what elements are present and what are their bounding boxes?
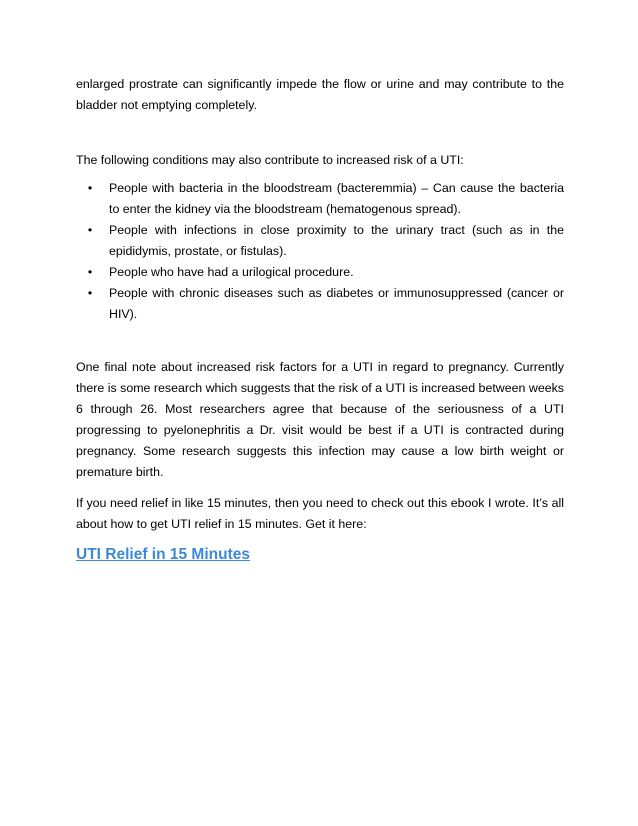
paragraph-conditions: The following conditions may also contribute to increased risk of a UTI: <box>76 153 464 167</box>
list-item-text: People with chronic diseases such as diabetes or immunosuppressed (cancer or HIV). <box>109 286 564 321</box>
bullet-icon: • <box>87 286 93 300</box>
paragraph-intro: enlarged prostrate can significantly impede the flow or urine and may contribute to the bladder not emptying completely. <box>76 77 564 112</box>
list-item-text: People who have had a urilogical procedure. <box>109 265 354 279</box>
list-item <box>76 178 564 220</box>
paragraph-pregnancy: One final note about increased risk factors for a UTI in regard to pregnancy. Currently there is some research which suggests that the risk of a UTI is increased between weeks 6 through 26. Most researchers agree that because of the seriousness of a UTI progressing to pyelonephritis a Dr. visit would be best if a UTI is contracted during pregnancy. Some research suggests this infection may cause a low birth weight or premature birth. <box>76 360 564 479</box>
list-item <box>76 283 564 325</box>
bullet-icon: • <box>87 223 93 237</box>
paragraph-relief: If you need relief in like 15 minutes, then you need to check out this ebook I wrote. It’s all about how to get UTI relief in 15 minutes. Get it here: <box>76 496 564 531</box>
conditions-list <box>76 178 564 325</box>
ebook-link[interactable]: UTI Relief in 15 Minutes <box>76 546 250 563</box>
list-item <box>76 220 564 262</box>
document-page <box>76 74 564 567</box>
bullet-icon: • <box>87 181 93 195</box>
bullet-icon: • <box>87 265 93 279</box>
list-item-text: People with bacteria in the bloodstream (bacteremmia) – Can cause the bacteria to enter the kidney via the bloodstream (hematogenous spread). <box>109 181 564 216</box>
list-item-text: People with infections in close proximity to the urinary tract (such as in the epididymis, prostate, or fistulas). <box>109 223 564 258</box>
list-item <box>76 262 564 283</box>
